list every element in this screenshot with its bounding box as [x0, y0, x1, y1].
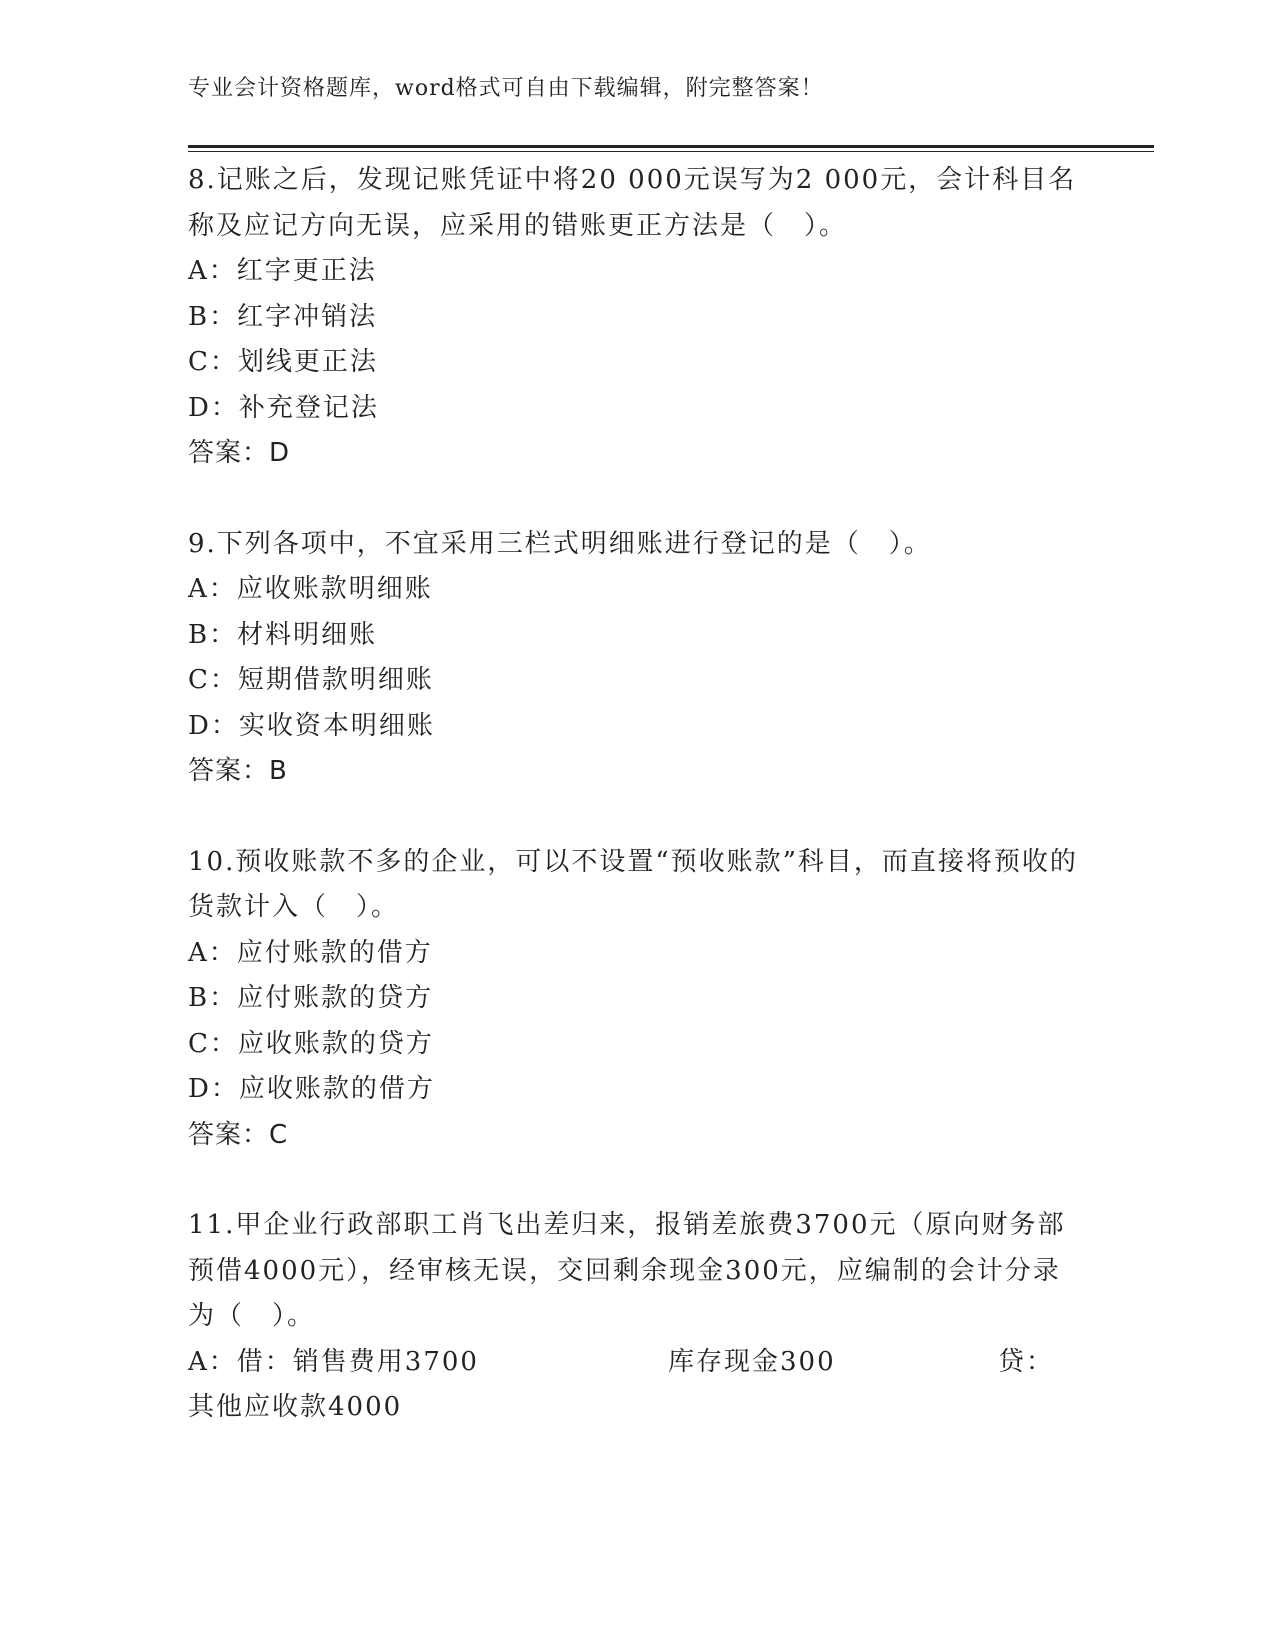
option-a-debit: A：借：销售费用3700: [188, 1346, 479, 1377]
answer-line: 答案：B: [188, 756, 288, 786]
question-9: [188, 522, 1088, 795]
question-stem: 10.预收账款不多的企业，可以不设置“预收账款”科目，而直接将预收的货款计入（ ）。: [188, 846, 1078, 922]
answer-line: 答案：D: [188, 438, 291, 468]
page-header: 专业会计资格题库，word格式可自由下载编辑，附完整答案！: [188, 76, 824, 101]
option-a-credit-label: 贷：: [998, 1346, 1055, 1377]
option-a-credit-account: 其他应收款4000: [188, 1392, 403, 1422]
question-stem: 8.记账之后，发现记账凭证中将20 000元误写为2 000元，会计科目名称及应记方向无误，应采用的错账更正方法是（ ）。: [188, 165, 1077, 241]
option-a-cash: 库存现金300: [668, 1346, 836, 1377]
question-stem: 9.下列各项中，不宜采用三栏式明细账进行登记的是（ ）。: [188, 528, 932, 559]
option-d: D：实收资本明细账: [188, 710, 435, 741]
option-b: B：应付账款的贷方: [188, 983, 434, 1013]
option-d: D：补充登记法: [188, 392, 379, 423]
question-10: [188, 840, 1088, 1159]
option-c: C：划线更正法: [188, 347, 378, 377]
header-rule-thin: [188, 151, 1154, 152]
header-rule-thick: [188, 145, 1154, 148]
question-stem: 11.甲企业行政部职工肖飞出差归来，报销差旅费3700元（原向财务部预借4000元），经审核无误，交回剩余现金300元，应编制的会计分录为（ ）。: [188, 1210, 1066, 1331]
option-b: B：材料明细账: [188, 619, 378, 650]
answer-line: 答案：C: [188, 1119, 289, 1150]
option-c: C：短期借款明细账: [188, 665, 434, 695]
option-c: C：应收账款的贷方: [188, 1028, 434, 1059]
option-a-row: [188, 1340, 1088, 1386]
option-a: A：红字更正法: [188, 256, 377, 286]
question-8: [188, 158, 1088, 477]
option-d: D：应收账款的借方: [188, 1074, 435, 1104]
question-list: [188, 158, 1088, 1476]
option-a: A：应收账款明细账: [188, 574, 433, 604]
question-11: [188, 1203, 1088, 1431]
option-a: A：应付账款的借方: [188, 937, 433, 968]
option-b: B：红字冲销法: [188, 301, 378, 332]
